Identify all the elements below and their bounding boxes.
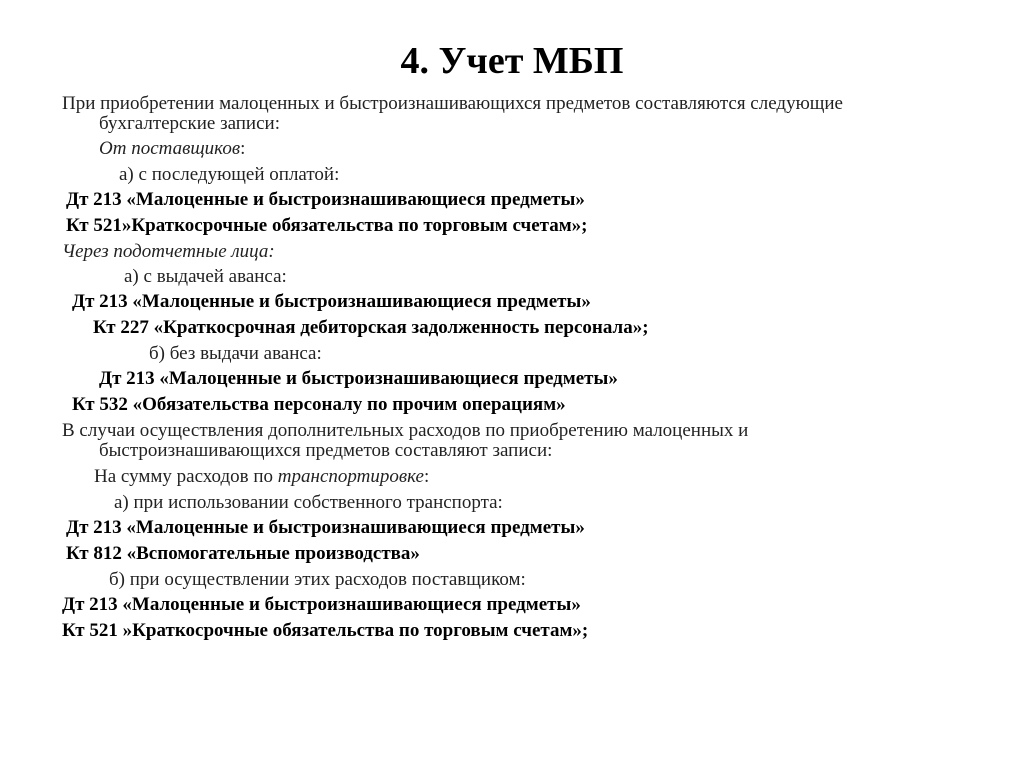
suppliers-credit-entry: Кт 521»Краткосрочные обязательства по торговым счетам»; (66, 215, 588, 236)
additional-b-debit-entry: Дт 213 «Малоценные и быстроизнашивающиеся предметы» (62, 594, 581, 615)
additional-case-b: б) при осуществлении этих расходов поставщиком: (109, 569, 526, 590)
slide-title: 4. Учет МБП (400, 40, 624, 82)
accountable-a-debit-entry: Дт 213 «Малоценные и быстроизнашивающиеся предметы» (72, 291, 591, 312)
transport-sum-suffix: : (423, 466, 430, 487)
additional-b-credit-entry: Кт 521 »Краткосрочные обязательства по торговым счетам»; (62, 620, 589, 641)
suppliers-heading-suffix: : (240, 138, 246, 159)
accountable-case-b: б) без выдачи аванса: (149, 343, 322, 364)
accountable-b-debit-entry: Дт 213 «Малоценные и быстроизнашивающиеся предметы» (99, 368, 618, 389)
suppliers-debit-entry: Дт 213 «Малоценные и быстроизнашивающиеся предметы» (66, 189, 585, 210)
accountable-case-a: а) с выдачей аванса: (124, 266, 287, 287)
additional-a-credit-entry: Кт 812 «Вспомогательные производства» (66, 543, 420, 564)
additional-line-1: В случаи осуществления дополнительных расходов по приобретению малоценных и (62, 420, 749, 441)
suppliers-heading: От поставщиков (99, 138, 241, 159)
additional-case-a: а) при использовании собственного транспорта: (114, 492, 503, 513)
intro-line-1: При приобретении малоценных и быстроизнашивающихся предметов составляются следующие (62, 93, 843, 114)
accountable-a-credit-entry: Кт 227 «Краткосрочная дебиторская задолженность персонала»; (93, 317, 649, 338)
accountable-b-credit-entry: Кт 532 «Обязательства персоналу по прочим операциям» (72, 394, 566, 415)
transport-sum-prefix: На сумму расходов по (94, 466, 278, 487)
suppliers-case-a: а) с последующей оплатой: (119, 164, 340, 185)
accountable-heading: Через подотчетные лица: (62, 241, 275, 262)
transport-sum-line (94, 467, 429, 487)
additional-a-debit-entry: Дт 213 «Малоценные и быстроизнашивающиеся предметы» (66, 517, 585, 538)
intro-line-2: бухгалтерские записи: (99, 113, 280, 134)
transport-sum-italic: транспортировке (277, 466, 424, 487)
suppliers-heading-line (99, 139, 245, 159)
additional-line-2: быстроизнашивающихся предметов составляют записи: (99, 440, 553, 461)
